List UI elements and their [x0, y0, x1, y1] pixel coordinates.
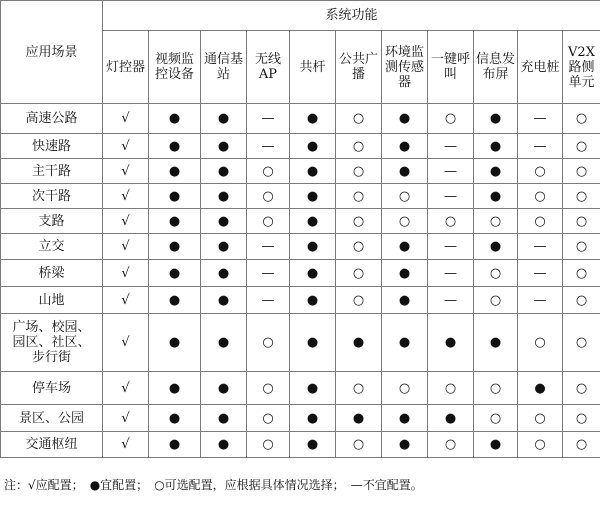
table-row — [1, 372, 600, 405]
mark-cell: ● — [201, 432, 247, 458]
mark-cell: ● — [382, 314, 428, 372]
mark-cell: ● — [149, 432, 201, 458]
mark-cell: ○ — [336, 159, 382, 184]
mark-cell: ○ — [563, 209, 600, 234]
mark-cell: ○ — [518, 405, 563, 432]
mark-cell: ● — [474, 134, 518, 159]
mark-cell: √ — [103, 372, 149, 405]
footnote-item: √应配置； — [28, 478, 78, 492]
scenario-cell: 快速路 — [1, 134, 103, 159]
mark-cell: ● — [149, 184, 201, 209]
scenario-cell: 山地 — [1, 287, 103, 314]
mark-cell: ○ — [518, 432, 563, 458]
mark-cell: ○ — [336, 372, 382, 405]
mark-cell: ○ — [382, 372, 428, 405]
function-header: 共杆 — [290, 31, 336, 104]
mark-cell: ● — [201, 134, 247, 159]
mark-cell: ○ — [247, 184, 290, 209]
mark-cell: — — [518, 287, 563, 314]
mark-cell: ● — [382, 432, 428, 458]
mark-cell: — — [428, 134, 474, 159]
mark-cell: — — [518, 134, 563, 159]
mark-cell: ● — [336, 314, 382, 372]
mark-cell: — — [518, 234, 563, 260]
mark-cell: ● — [201, 260, 247, 287]
mark-cell: — — [247, 134, 290, 159]
scenario-cell: 主干路 — [1, 159, 103, 184]
mark-cell: ○ — [563, 432, 600, 458]
mark-cell: ● — [474, 314, 518, 372]
table-row — [1, 134, 600, 159]
mark-cell: ● — [382, 159, 428, 184]
mark-cell: ● — [149, 287, 201, 314]
mark-cell: ○ — [563, 260, 600, 287]
mark-cell: ○ — [247, 209, 290, 234]
mark-cell: √ — [103, 104, 149, 134]
mark-cell: — — [518, 104, 563, 134]
mark-cell: ○ — [518, 209, 563, 234]
scenario-cell: 桥梁 — [1, 260, 103, 287]
function-header: 通信基站 — [201, 31, 247, 104]
mark-cell: — — [518, 260, 563, 287]
mark-cell: ● — [201, 287, 247, 314]
mark-cell: ● — [382, 405, 428, 432]
mark-cell: ● — [149, 314, 201, 372]
mark-cell: ● — [290, 159, 336, 184]
scenario-cell: 立交 — [1, 234, 103, 260]
mark-cell: √ — [103, 209, 149, 234]
mark-cell: ○ — [474, 372, 518, 405]
mark-cell: ○ — [518, 184, 563, 209]
mark-cell: ○ — [247, 432, 290, 458]
mark-cell: ● — [201, 234, 247, 260]
scenario-cell: 停车场 — [1, 372, 103, 405]
mark-cell: — — [247, 234, 290, 260]
mark-cell: ○ — [563, 234, 600, 260]
mark-cell: ● — [149, 405, 201, 432]
mark-cell: ● — [201, 209, 247, 234]
table-row — [1, 314, 600, 372]
scenario-header: 应用场景 — [1, 1, 103, 104]
mark-cell: √ — [103, 159, 149, 184]
mark-cell: ○ — [518, 314, 563, 372]
mark-cell: ● — [474, 159, 518, 184]
mark-cell: ○ — [382, 184, 428, 209]
mark-cell: √ — [103, 314, 149, 372]
table-row — [1, 209, 600, 234]
mark-cell: ○ — [336, 184, 382, 209]
mark-cell: — — [428, 184, 474, 209]
mark-cell: ● — [149, 104, 201, 134]
mark-cell: ● — [428, 405, 474, 432]
scenario-cell: 广场、校园、园区、社区、步行街 — [1, 314, 103, 372]
mark-cell: — — [428, 159, 474, 184]
mark-cell: ● — [201, 405, 247, 432]
mark-cell: ● — [201, 184, 247, 209]
mark-cell: ○ — [247, 405, 290, 432]
mark-cell: ○ — [247, 159, 290, 184]
mark-cell: ○ — [247, 314, 290, 372]
mark-cell: ● — [290, 184, 336, 209]
function-header: V2X路侧单元 — [563, 31, 600, 104]
mark-cell: ● — [290, 234, 336, 260]
mark-cell: ● — [201, 314, 247, 372]
table-row — [1, 405, 600, 432]
mark-cell: ● — [474, 184, 518, 209]
mark-cell: ● — [382, 134, 428, 159]
mark-cell: ● — [149, 134, 201, 159]
mark-cell: ○ — [474, 209, 518, 234]
mark-cell: ● — [149, 209, 201, 234]
mark-cell: √ — [103, 234, 149, 260]
mark-cell: ○ — [563, 372, 600, 405]
mark-cell: ● — [382, 104, 428, 134]
table-row — [1, 234, 600, 260]
mark-cell: ○ — [474, 260, 518, 287]
function-header: 无线AP — [247, 31, 290, 104]
footnote-prefix: 注： — [4, 478, 29, 492]
mark-cell: ○ — [518, 159, 563, 184]
function-header: 灯控器 — [103, 31, 149, 104]
mark-cell: ● — [382, 234, 428, 260]
mark-cell: ○ — [336, 287, 382, 314]
mark-cell: ● — [382, 260, 428, 287]
footnote-item: —不宜配置。 — [350, 478, 423, 492]
mark-cell: ● — [474, 234, 518, 260]
function-header: 一键呼叫 — [428, 31, 474, 104]
mark-cell: ● — [149, 234, 201, 260]
mark-cell: ○ — [563, 104, 600, 134]
mark-cell: ● — [290, 260, 336, 287]
mark-cell: ● — [290, 287, 336, 314]
table-row — [1, 260, 600, 287]
mark-cell: ● — [149, 260, 201, 287]
mark-cell: ● — [290, 405, 336, 432]
mark-cell: ● — [382, 287, 428, 314]
mark-cell: — — [247, 260, 290, 287]
mark-cell: ○ — [563, 405, 600, 432]
function-header: 充电桩 — [518, 31, 563, 104]
mark-cell: ○ — [563, 134, 600, 159]
mark-cell: ● — [474, 104, 518, 134]
mark-cell: ○ — [563, 287, 600, 314]
table-row — [1, 159, 600, 184]
mark-cell: ○ — [474, 405, 518, 432]
scenario-cell: 次干路 — [1, 184, 103, 209]
mark-cell: ● — [149, 372, 201, 405]
footnote-item: ●宜配置； — [89, 478, 143, 492]
mark-cell: ● — [474, 432, 518, 458]
mark-cell: ● — [201, 104, 247, 134]
mark-cell: ○ — [382, 209, 428, 234]
function-header: 公共广播 — [336, 31, 382, 104]
mark-cell: √ — [103, 432, 149, 458]
table-row — [1, 287, 600, 314]
mark-cell: — — [428, 234, 474, 260]
mark-cell: ○ — [336, 134, 382, 159]
mark-cell: ○ — [336, 432, 382, 458]
mark-cell: ● — [290, 432, 336, 458]
mark-cell: ○ — [336, 209, 382, 234]
mark-cell: — — [428, 287, 474, 314]
mark-cell: ● — [336, 405, 382, 432]
mark-cell: √ — [103, 260, 149, 287]
mark-cell: √ — [103, 134, 149, 159]
mark-cell: — — [428, 260, 474, 287]
mark-cell: ○ — [336, 260, 382, 287]
mark-cell: √ — [103, 405, 149, 432]
footnote — [4, 476, 423, 493]
mark-cell: ● — [290, 134, 336, 159]
mark-cell: ○ — [428, 104, 474, 134]
mark-cell: √ — [103, 287, 149, 314]
scenario-cell: 支路 — [1, 209, 103, 234]
mark-cell: ○ — [428, 372, 474, 405]
mark-cell: ○ — [247, 372, 290, 405]
table-row — [1, 104, 600, 134]
mark-cell: ● — [201, 159, 247, 184]
table-row — [1, 432, 600, 458]
scenario-cell: 交通枢纽 — [1, 432, 103, 458]
mark-cell: ○ — [336, 104, 382, 134]
mark-cell: ● — [290, 209, 336, 234]
mark-cell: ● — [149, 159, 201, 184]
mark-cell: ● — [290, 104, 336, 134]
footnote-item: ○可选配置，应根据具体情况选择； — [154, 478, 339, 492]
scenario-cell: 景区、公园 — [1, 405, 103, 432]
mark-cell: ○ — [563, 184, 600, 209]
mark-cell: ● — [428, 314, 474, 372]
mark-cell: — — [247, 287, 290, 314]
scenario-cell: 高速公路 — [1, 104, 103, 134]
function-header: 信息发布屏 — [474, 31, 518, 104]
mark-cell: ○ — [336, 234, 382, 260]
table-row — [1, 184, 600, 209]
mark-cell: ○ — [563, 159, 600, 184]
mark-cell: — — [247, 104, 290, 134]
mark-cell: ○ — [428, 432, 474, 458]
function-header: 环境监测传感器 — [382, 31, 428, 104]
mark-cell: ● — [201, 372, 247, 405]
mark-cell: ● — [518, 372, 563, 405]
mark-cell: √ — [103, 184, 149, 209]
function-group-header: 系统功能 — [103, 1, 600, 31]
mark-cell: ○ — [474, 287, 518, 314]
mark-cell: ● — [290, 372, 336, 405]
mark-cell: ● — [290, 314, 336, 372]
function-header: 视频监控设备 — [149, 31, 201, 104]
mark-cell: ○ — [563, 314, 600, 372]
mark-cell: ○ — [428, 209, 474, 234]
